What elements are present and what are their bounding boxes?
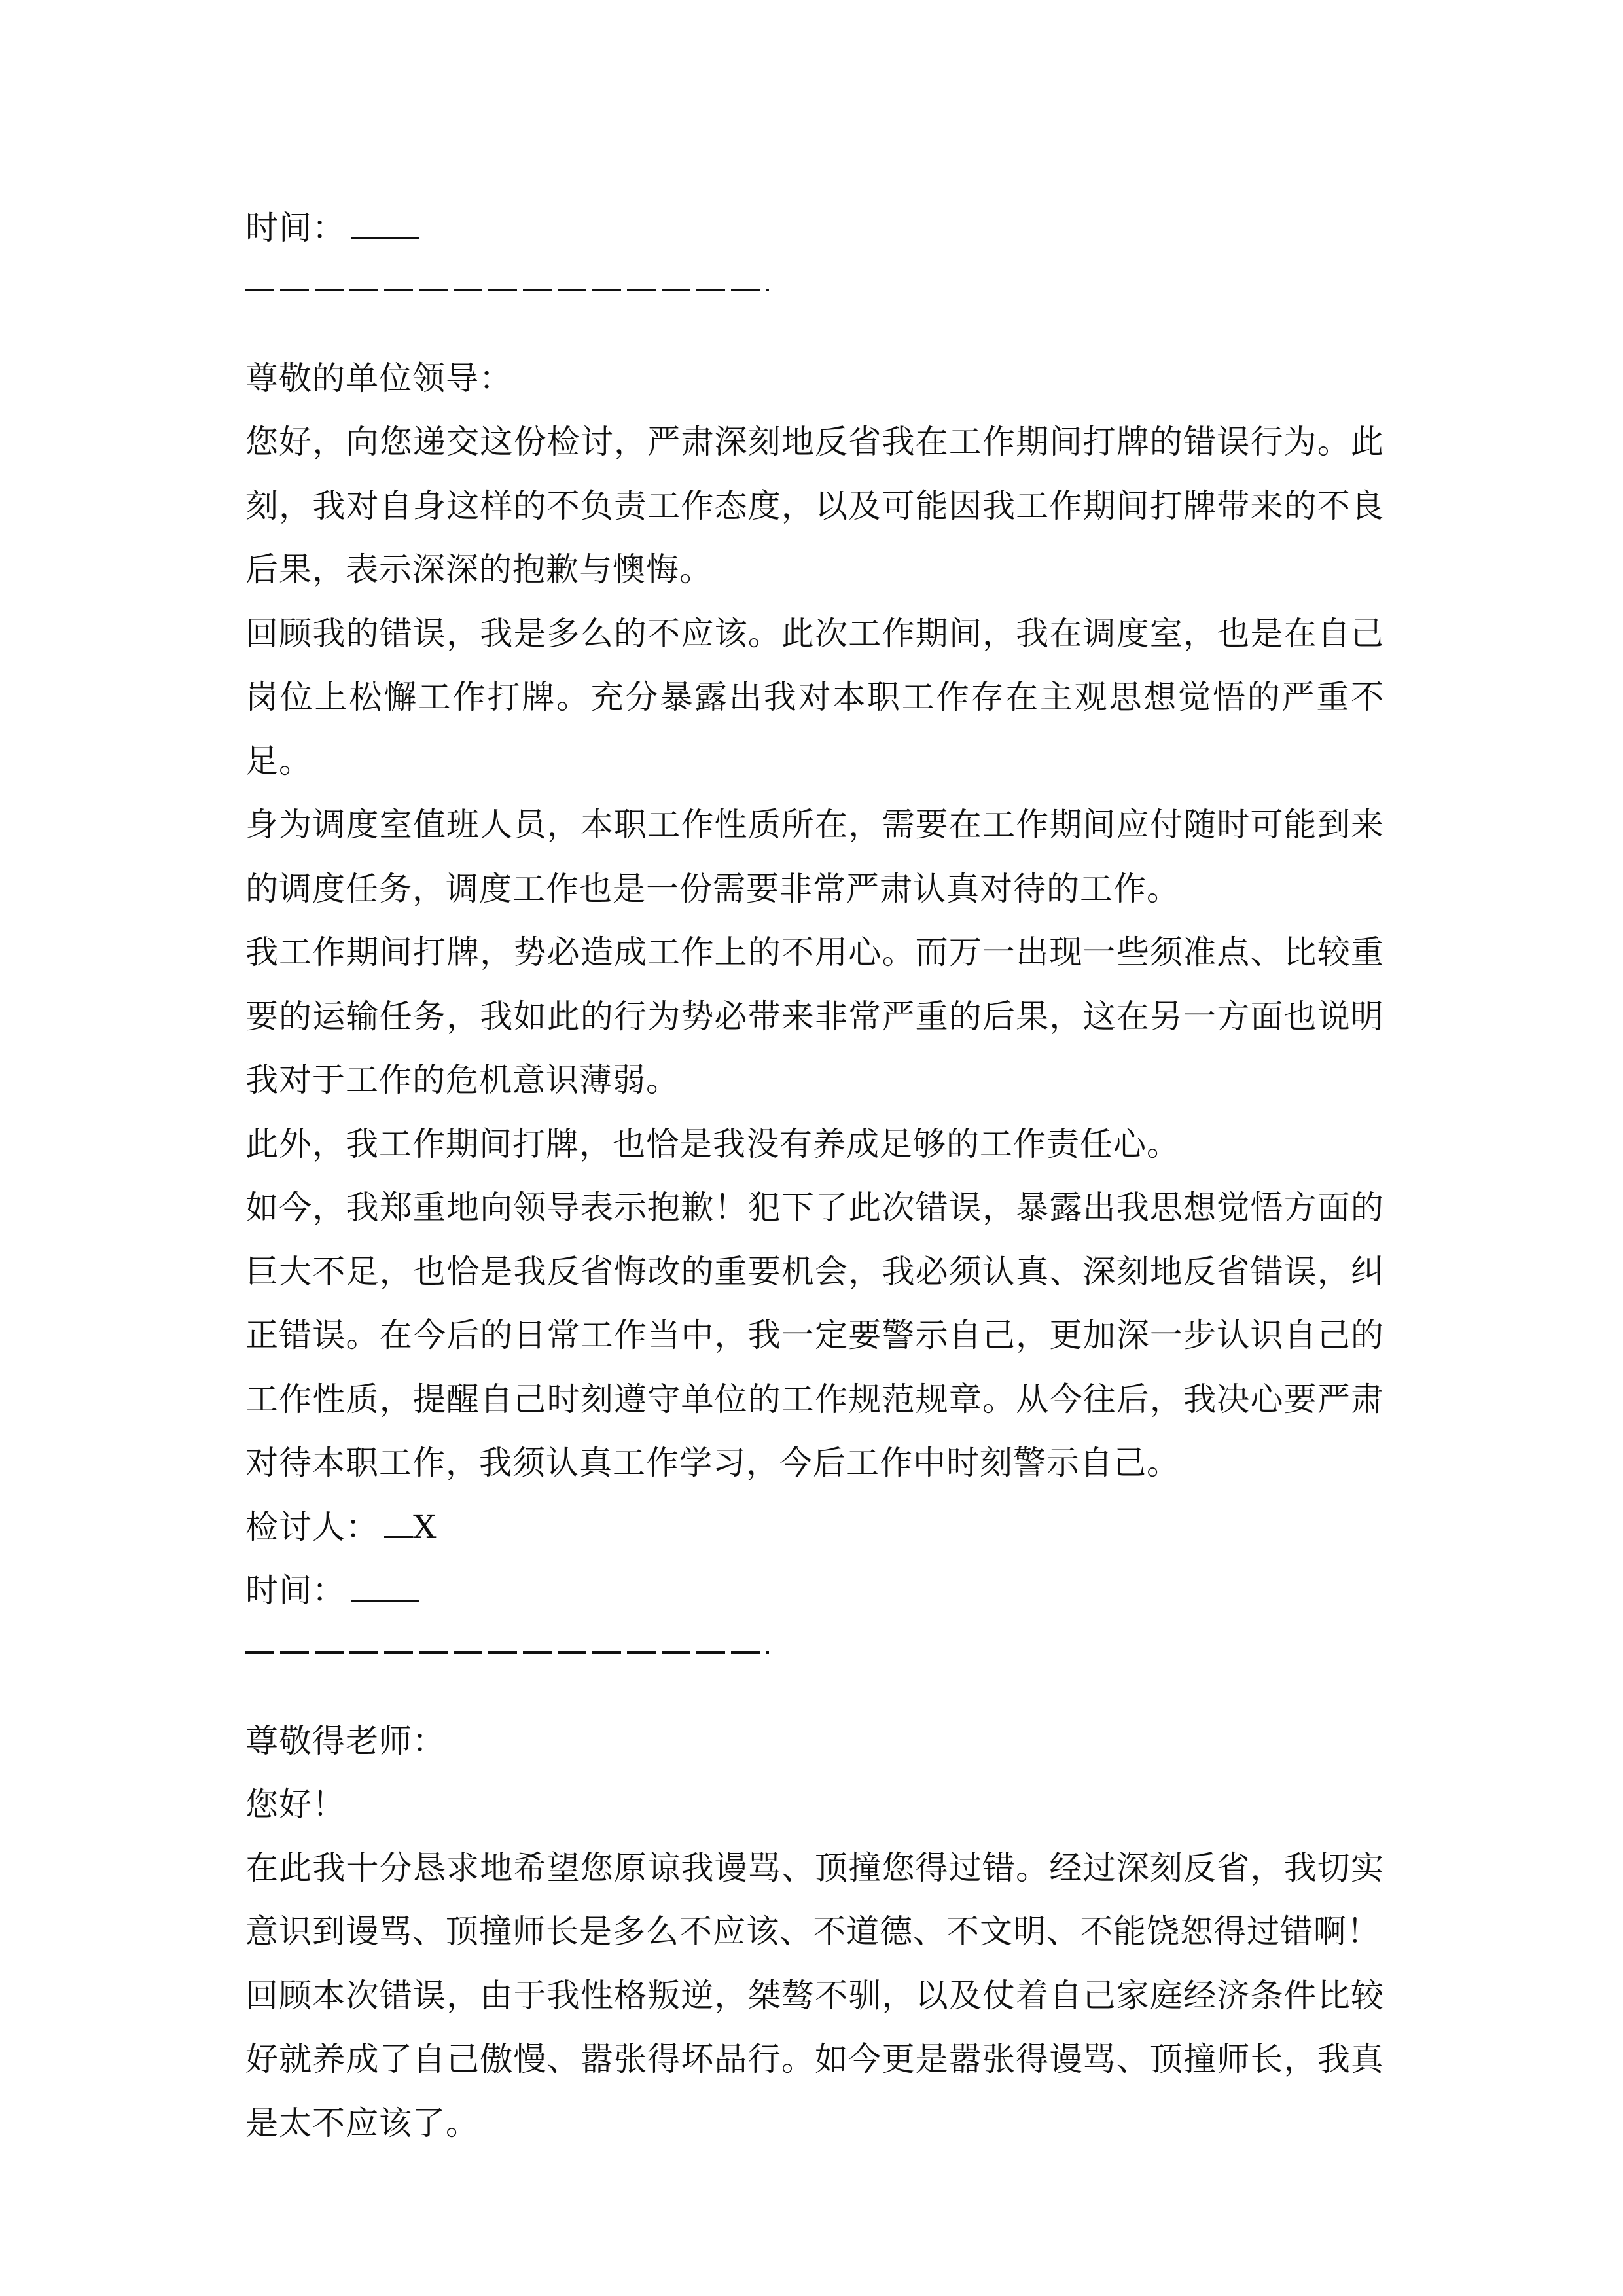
signer-line	[245, 1496, 1384, 1559]
time-label: 时间：	[245, 1571, 346, 1609]
letter1-paragraph: 如今，我郑重地向领导表示抱歉！犯下了此次错误，暴露出我思想觉悟方面的巨大不足，也恰是我反省悔改的重要机会，我必须认真、深刻地反省错误，纠正错误。在今后的日常工作当中，我一定要警示自己，更加深一步认识自己的工作性质，提醒自己时刻遵守单位的工作规范规章。从今往后，我决心要严肃对待本职工作，我须认真工作学习，今后工作中时刻警示自己。	[245, 1189, 1384, 1482]
signer-blank	[384, 1513, 413, 1538]
separator-line	[245, 289, 769, 291]
letter2-paragraph: 在此我十分恳求地希望您原谅我谩骂、顶撞您得过错。经过深刻反省，我切实意识到谩骂、顶撞师长是多么不应该、不道德、不文明、不能饶恕得过错啊！	[245, 1848, 1384, 1950]
time-line-top	[245, 196, 1384, 260]
letter1-paragraph: 回顾我的错误，我是多么的不应该。此次工作期间，我在调度室，也是在自己岗位上松懈工作打牌。充分暴露出我对本职工作存在主观思想觉悟的严重不足。	[245, 614, 1384, 780]
document-page	[245, 196, 1384, 2155]
section-separator	[245, 1623, 1384, 1686]
letter1-paragraph: 您好，向您递交这份检讨，严肃深刻地反省我在工作期间打牌的错误行为。此刻，我对自身这样的不负责工作态度，以及可能因我工作期间打牌带来的不良后果，表示深深的抱歉与懊悔。	[245, 423, 1384, 588]
letter1-salutation: 尊敬的单位领导：	[245, 359, 512, 397]
letter2-greeting: 您好！	[245, 1785, 346, 1823]
section-separator	[245, 260, 1384, 323]
signer-label: 检讨人：	[245, 1507, 379, 1546]
time-blank	[351, 1576, 419, 1602]
letter1-paragraph: 身为调度室值班人员，本职工作性质所在，需要在工作期间应付随时可能到来的调度任务，调度工作也是一份需要非常严肃认真对待的工作。	[245, 806, 1384, 908]
signer-value: X	[413, 1507, 437, 1546]
letter1-paragraph: 此外，我工作期间打牌，也恰是我没有养成足够的工作责任心。	[245, 1124, 1180, 1163]
time-line	[245, 1559, 1384, 1623]
letter2-paragraph: 回顾本次错误，由于我性格叛逆，桀骜不驯，以及仗着自己家庭经济条件比较好就养成了自己傲慢、嚣张得坏品行。如今更是嚣张得谩骂、顶撞师长，我真是太不应该了。	[245, 1976, 1384, 2142]
letter1-paragraph: 我工作期间打牌，势必造成工作上的不用心。而万一出现一些须准点、比较重要的运输任务，我如此的行为势必带来非常严重的后果，这在另一方面也说明我对于工作的危机意识薄弱。	[245, 933, 1384, 1099]
letter2-salutation: 尊敬得老师：	[245, 1721, 446, 1760]
time-label: 时间：	[245, 209, 346, 247]
time-blank	[351, 213, 419, 239]
separator-line	[245, 1651, 769, 1654]
